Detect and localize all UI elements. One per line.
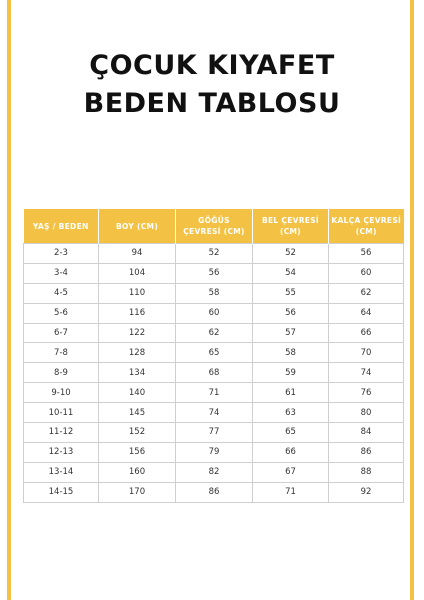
cell-height: 94 bbox=[99, 244, 176, 264]
cell-waist: 54 bbox=[253, 263, 329, 283]
header-hip: KALÇA ÇEVRESİ (CM) bbox=[329, 209, 404, 244]
cell-height: 134 bbox=[99, 363, 176, 383]
cell-hip: 76 bbox=[329, 383, 404, 403]
cell-age-size: 11-12 bbox=[24, 423, 99, 443]
cell-age-size: 2-3 bbox=[24, 244, 99, 264]
size-chart-table bbox=[23, 209, 404, 503]
cell-height: 128 bbox=[99, 343, 176, 363]
cell-age-size: 6-7 bbox=[24, 323, 99, 343]
cell-waist: 67 bbox=[253, 462, 329, 482]
cell-waist: 52 bbox=[253, 244, 329, 264]
cell-hip: 74 bbox=[329, 363, 404, 383]
cell-hip: 66 bbox=[329, 323, 404, 343]
table-row bbox=[24, 423, 404, 443]
cell-hip: 92 bbox=[329, 482, 404, 502]
cell-chest: 62 bbox=[176, 323, 253, 343]
title-line-2: BEDEN TABLOSU bbox=[83, 88, 341, 119]
cell-chest: 60 bbox=[176, 303, 253, 323]
cell-chest: 86 bbox=[176, 482, 253, 502]
cell-waist: 59 bbox=[253, 363, 329, 383]
cell-hip: 62 bbox=[329, 283, 404, 303]
cell-chest: 68 bbox=[176, 363, 253, 383]
cell-chest: 82 bbox=[176, 462, 253, 482]
cell-age-size: 10-11 bbox=[24, 403, 99, 423]
cell-hip: 84 bbox=[329, 423, 404, 443]
cell-chest: 58 bbox=[176, 283, 253, 303]
table-row bbox=[24, 303, 404, 323]
cell-height: 122 bbox=[99, 323, 176, 343]
cell-age-size: 7-8 bbox=[24, 343, 99, 363]
cell-height: 110 bbox=[99, 283, 176, 303]
table-row bbox=[24, 343, 404, 363]
cell-height: 116 bbox=[99, 303, 176, 323]
cell-hip: 88 bbox=[329, 462, 404, 482]
cell-waist: 61 bbox=[253, 383, 329, 403]
cell-hip: 80 bbox=[329, 403, 404, 423]
cell-chest: 52 bbox=[176, 244, 253, 264]
cell-chest: 56 bbox=[176, 263, 253, 283]
cell-age-size: 3-4 bbox=[24, 263, 99, 283]
table-row bbox=[24, 383, 404, 403]
cell-height: 104 bbox=[99, 263, 176, 283]
header-chest: GÖĞÜS ÇEVRESİ (CM) bbox=[176, 209, 253, 244]
cell-waist: 58 bbox=[253, 343, 329, 363]
cell-height: 160 bbox=[99, 462, 176, 482]
table-row bbox=[24, 482, 404, 502]
cell-height: 140 bbox=[99, 383, 176, 403]
page-title bbox=[0, 47, 424, 123]
cell-age-size: 4-5 bbox=[24, 283, 99, 303]
header-age-size: YAŞ / BEDEN bbox=[24, 209, 99, 244]
table-header-row bbox=[24, 209, 404, 244]
header-waist: BEL ÇEVRESİ (CM) bbox=[253, 209, 329, 244]
cell-hip: 70 bbox=[329, 343, 404, 363]
cell-waist: 55 bbox=[253, 283, 329, 303]
cell-age-size: 14-15 bbox=[24, 482, 99, 502]
table-row bbox=[24, 403, 404, 423]
table-row bbox=[24, 283, 404, 303]
cell-hip: 86 bbox=[329, 442, 404, 462]
cell-height: 156 bbox=[99, 442, 176, 462]
cell-hip: 60 bbox=[329, 263, 404, 283]
cell-chest: 74 bbox=[176, 403, 253, 423]
cell-chest: 65 bbox=[176, 343, 253, 363]
cell-height: 152 bbox=[99, 423, 176, 443]
cell-chest: 71 bbox=[176, 383, 253, 403]
cell-age-size: 9-10 bbox=[24, 383, 99, 403]
cell-height: 170 bbox=[99, 482, 176, 502]
cell-chest: 77 bbox=[176, 423, 253, 443]
cell-age-size: 8-9 bbox=[24, 363, 99, 383]
cell-waist: 57 bbox=[253, 323, 329, 343]
cell-age-size: 5-6 bbox=[24, 303, 99, 323]
title-line-1: ÇOCUK KIYAFET bbox=[89, 50, 335, 81]
table-row bbox=[24, 244, 404, 264]
cell-hip: 64 bbox=[329, 303, 404, 323]
cell-waist: 66 bbox=[253, 442, 329, 462]
cell-hip: 56 bbox=[329, 244, 404, 264]
cell-age-size: 12-13 bbox=[24, 442, 99, 462]
table-row bbox=[24, 462, 404, 482]
table-row bbox=[24, 263, 404, 283]
table-row bbox=[24, 363, 404, 383]
cell-waist: 63 bbox=[253, 403, 329, 423]
table-body bbox=[24, 244, 404, 503]
cell-waist: 71 bbox=[253, 482, 329, 502]
cell-waist: 56 bbox=[253, 303, 329, 323]
table-row bbox=[24, 442, 404, 462]
cell-age-size: 13-14 bbox=[24, 462, 99, 482]
cell-waist: 65 bbox=[253, 423, 329, 443]
cell-chest: 79 bbox=[176, 442, 253, 462]
table-row bbox=[24, 323, 404, 343]
header-height: BOY (CM) bbox=[99, 209, 176, 244]
cell-height: 145 bbox=[99, 403, 176, 423]
